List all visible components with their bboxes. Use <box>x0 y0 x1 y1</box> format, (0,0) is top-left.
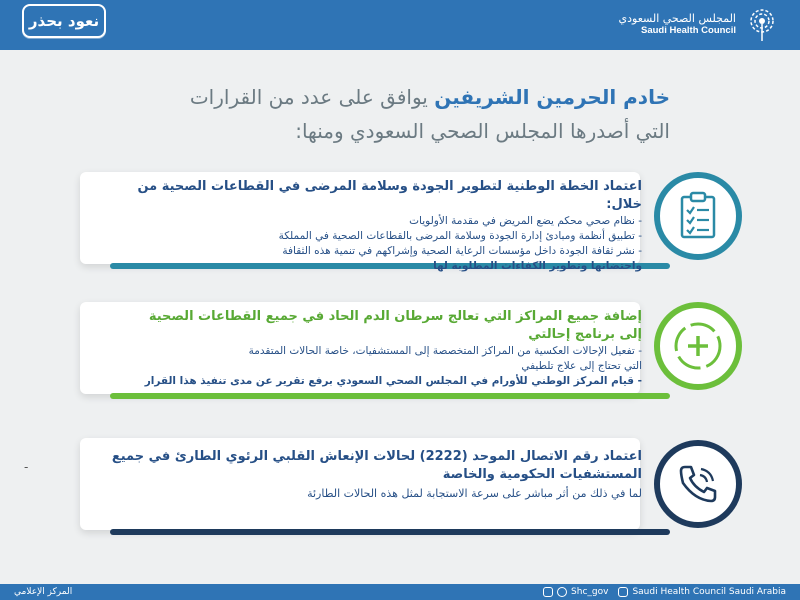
phone-icon <box>675 461 721 507</box>
headline-line1: يوافق على عدد من القرارات <box>189 85 435 109</box>
card-bullet: - تفعيل الإحالات العكسية من المراكز المتخصصة إلى المستشفيات، خاصة الحالات المتقدمة <box>248 345 642 357</box>
card-title-line2: المستشفيات الحكومية والخاصة <box>442 467 642 482</box>
card-bullet: واحتضانها وتطوير الكفاءات المطلوبة لها <box>433 260 642 272</box>
card-title: إضافة جميع المراكز التي تعالج سرطان الدم الحاد في جميع القطاعات الصحية <box>148 309 642 324</box>
slogan-badge: نعود بحذر <box>22 4 106 38</box>
radio-tower-icon <box>744 7 780 43</box>
footer-bar <box>0 584 800 600</box>
org-name-en: Saudi Health Council <box>640 24 736 36</box>
card-title: اعتماد الخطة الوطنية لتطوير الجودة وسلامة المرضى في القطاعات الصحية من خلال: <box>137 179 642 212</box>
card-bullet: - نظام صحي محكم يضع المريض في مقدمة الأولويات <box>409 215 642 227</box>
org-logo <box>619 6 780 44</box>
media-center-label: المركز الإعلامي <box>14 587 73 597</box>
card-accent-green <box>110 393 670 399</box>
decorative-dash: - <box>24 460 29 474</box>
card-leukemia-text <box>102 308 642 389</box>
card-title: اعتماد رقم الاتصال الموحد (2222) لحالات الإنعاش القلبي الرئوي الطارئ في جميع <box>111 449 642 464</box>
linkedin-icon <box>618 587 628 597</box>
card-bullet: - قيام المركز الوطني للأورام في المجلس الصحي السعودي برفع تقرير عن مدى تنفيذ هذا القرار <box>144 375 642 387</box>
social-handle: Shc_gov <box>571 587 609 597</box>
org-name-ar: المجلس الصحي السعودي <box>618 12 736 26</box>
linkedin-account[interactable] <box>618 587 786 597</box>
card-bullet: - تطبيق أنظمة ومبادئ إدارة الجودة وسلامة المرضى بالقطاعات الصحية في المملكة <box>278 230 642 242</box>
headline-highlight: خادم الحرمين الشريفين <box>434 85 670 109</box>
card-title-line2: إلى برنامج إحالتي <box>528 327 642 342</box>
card-icon-circle <box>654 172 742 260</box>
card-bullet: - نشر ثقافة الجودة داخل مؤسسات الرعاية الصحية وإشراكهم في تنمية هذه الثقافة <box>282 245 642 257</box>
twitter-icon <box>557 587 567 597</box>
headline-line2: التي أصدرها المجلس الصحي السعودي ومنها: <box>295 119 670 143</box>
social-handles[interactable] <box>543 587 608 597</box>
top-bar <box>0 0 800 50</box>
account-name: Saudi Health Council Saudi Arabia <box>632 587 786 597</box>
card-icon-circle <box>654 440 742 528</box>
instagram-icon <box>543 587 553 597</box>
card-icon-circle <box>654 302 742 390</box>
clipboard-checklist-icon <box>674 191 722 241</box>
card-cpr-text <box>102 448 642 501</box>
card-subtitle: لما في ذلك من أثر مباشر على سرعة الاستجابة لمثل هذه الحالات الطارئة <box>307 487 642 500</box>
card-bullet: التي تحتاج إلى علاج تلطيفي <box>521 360 642 372</box>
card-accent-navy <box>110 529 670 535</box>
plus-circle-icon <box>671 319 725 373</box>
card-quality-text <box>102 178 642 274</box>
headline <box>110 80 670 148</box>
